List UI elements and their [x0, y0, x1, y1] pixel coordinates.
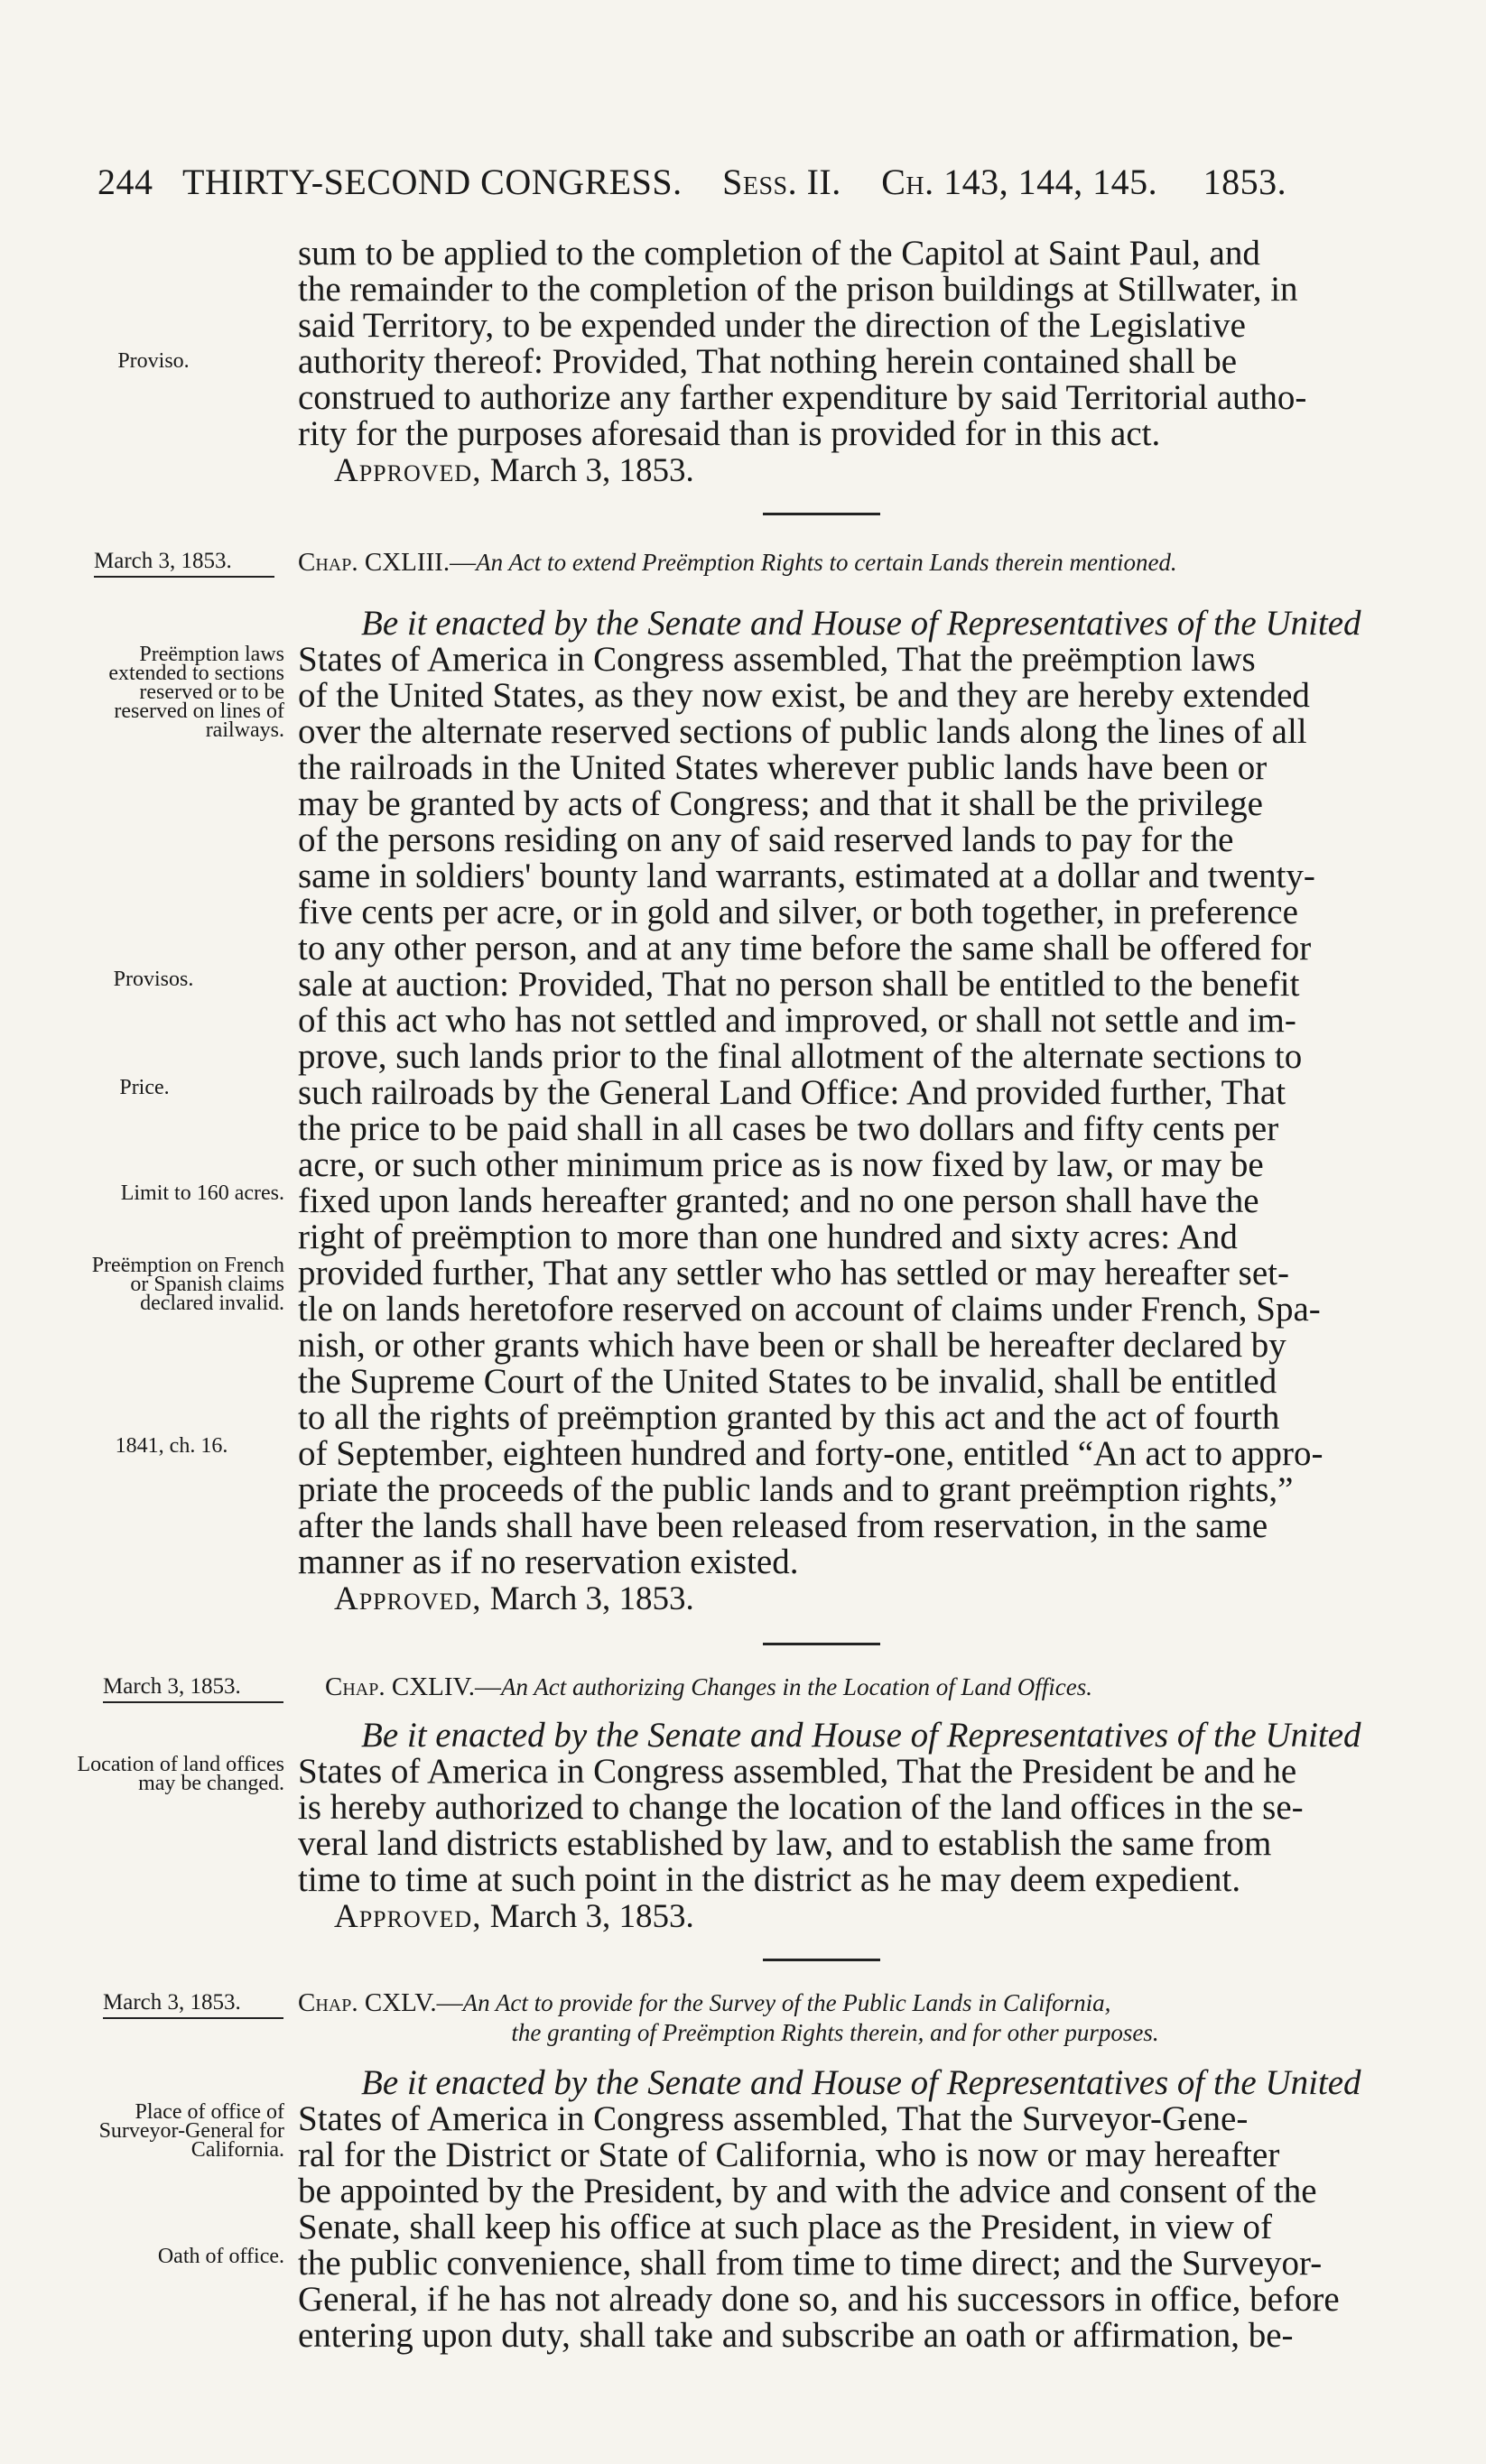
body-line: entering upon duty, shall take and subscribe an oath or affirmation, be- — [298, 2316, 1294, 2355]
body-line: States of America in Congress assembled, That the preëmption laws — [298, 640, 1256, 679]
body-line: same in soldiers' bounty land warrants, estimated at a dollar and twenty- — [298, 857, 1315, 895]
approved-date: March 3, 1853. — [489, 1898, 694, 1935]
chapter-heading — [298, 1988, 1372, 2018]
body-line: the railroads in the United States wherever public lands have been or — [298, 748, 1268, 787]
margin-note-price: Price. — [119, 1076, 170, 1099]
chapter-heading — [298, 548, 1372, 578]
body-line: of September, eighteen hundred and forty-one, entitled “An act to appro- — [298, 1434, 1323, 1473]
body-line: right of preëmption to more than one hundred and sixty acres: And — [298, 1218, 1238, 1256]
section-divider — [763, 513, 880, 515]
body-line: prove, such lands prior to the final allotment of the alternate sections to — [298, 1037, 1303, 1076]
page-number: 244 — [98, 162, 153, 202]
approved-line — [334, 1579, 694, 1618]
approved-line — [334, 1897, 694, 1936]
section-divider — [763, 1959, 880, 1961]
body-line: time to time at such point in the district as he may deem expedient. — [298, 1860, 1241, 1899]
body-line: five cents per acre, or in gold and silver, or both together, in preference — [298, 893, 1298, 931]
chapter-date: March 3, 1853. — [103, 1990, 283, 2019]
body-line: said Territory, to be expended under the direction of the Legislative — [298, 306, 1246, 345]
body-line: authority thereof: Provided, That nothing herein contained shall be — [298, 342, 1238, 381]
body-line: Be it enacted by the Senate and House of Representatives of the United — [361, 2063, 1361, 2102]
approved-label: Approved, — [334, 452, 482, 489]
body-line: tle on lands heretofore reserved on account of claims under French, Spa- — [298, 1290, 1321, 1329]
body-line: to all the rights of preëmption granted by this act and the act of fourth — [298, 1398, 1280, 1437]
chapter-title: An Act authorizing Changes in the Location of Land Offices. — [500, 1673, 1092, 1700]
margin-note-proviso: Proviso. — [117, 349, 190, 373]
congress-title: THIRTY-SECOND CONGRESS. — [182, 162, 683, 202]
body-line: acre, or such other minimum price as is now fixed by law, or may be — [298, 1145, 1264, 1184]
body-line: manner as if no reservation existed. — [298, 1542, 799, 1581]
chapter-title: An Act to extend Preëmption Rights to certain Lands therein mentioned. — [476, 549, 1177, 576]
body-line: the Supreme Court of the United States to be invalid, shall be entitled — [298, 1362, 1277, 1401]
body-line: Be it enacted by the Senate and House of Representatives of the United — [361, 1716, 1361, 1755]
chapter-title-continued: the granting of Preëmption Rights therein, and for other purposes. — [511, 2019, 1159, 2046]
chapters-label: Ch. 143, 144, 145. — [881, 162, 1158, 202]
margin-note-act-ref: 1841, ch. 16. — [115, 1434, 228, 1458]
body-line: the public convenience, shall from time to time direct; and the Surveyor- — [298, 2244, 1323, 2283]
body-line: may be granted by acts of Congress; and that it shall be the privilege — [298, 784, 1263, 823]
body-line: ral for the District or State of California, who is now or may hereafter — [298, 2135, 1280, 2174]
body-line: veral land districts established by law, and to establish the same from — [298, 1824, 1272, 1863]
body-line: over the alternate reserved sections of public lands along the lines of all — [298, 712, 1307, 751]
approved-date: March 3, 1853. — [489, 452, 694, 489]
margin-note-provisos: Provisos. — [113, 968, 194, 991]
chapter-number: Chap. CXLIV.— — [325, 1672, 501, 1701]
chapter-number: Chap. CXLIII.— — [298, 548, 477, 577]
body-line: of this act who has not settled and improved, or shall not settle and im- — [298, 1001, 1296, 1040]
body-line: General, if he has not already done so, and his successors in office, before — [298, 2280, 1340, 2319]
margin-note-limit: Limit to 160 acres. — [120, 1181, 284, 1205]
page-header — [98, 161, 1379, 203]
chapter-date: March 3, 1853. — [103, 1674, 283, 1703]
body-line: of the United States, as they now exist, be and they are hereby extended — [298, 676, 1310, 715]
header-year: 1853. — [1203, 162, 1287, 202]
body-line: the remainder to the completion of the prison buildings at Stillwater, in — [298, 270, 1298, 309]
body-line: be appointed by the President, by and with the advice and consent of the — [298, 2172, 1317, 2210]
margin-note-place-of-office: Place of office of Surveyor-General for California. — [98, 2100, 284, 2162]
body-line: the price to be paid shall in all cases be two dollars and fifty cents per — [298, 1109, 1279, 1148]
body-line: Be it enacted by the Senate and House of Representatives of the United — [361, 604, 1361, 643]
chapter-heading — [325, 1672, 1399, 1702]
body-line: after the lands shall have been released from reservation, in the same — [298, 1506, 1268, 1545]
body-line: Senate, shall keep his office at such place as the President, in view of — [298, 2208, 1273, 2246]
approved-line — [334, 451, 694, 490]
chapter-number: Chap. CXLV.— — [298, 1988, 463, 2017]
margin-note-preemption-laws: Preëmption laws extended to sections reserved or to be reserved on lines of railways. — [108, 643, 284, 742]
body-line: is hereby authorized to change the location of the land offices in the se- — [298, 1788, 1304, 1827]
body-line: States of America in Congress assembled, That the Surveyor-Gene- — [298, 2099, 1249, 2138]
body-line: of the persons residing on any of said reserved lands to pay for the — [298, 820, 1234, 859]
body-line: priate the proceeds of the public lands and to grant preëmption rights,” — [298, 1470, 1294, 1509]
body-line: nish, or other grants which have been or shall be hereafter declared by — [298, 1326, 1286, 1365]
body-line: rity for the purposes aforesaid than is provided for in this act. — [298, 414, 1161, 453]
body-line: States of America in Congress assembled, That the President be and he — [298, 1752, 1297, 1791]
approved-label: Approved, — [334, 1580, 482, 1617]
body-line: sale at auction: Provided, That no person shall be entitled to the benefit — [298, 965, 1300, 1004]
approved-date: March 3, 1853. — [489, 1580, 694, 1617]
chapter-date: March 3, 1853. — [94, 549, 274, 578]
margin-note-location: Location of land offices may be changed. — [77, 1753, 284, 1795]
body-line: fixed upon lands hereafter granted; and no one person shall have the — [298, 1181, 1259, 1220]
margin-note-oath: Oath of office. — [157, 2245, 284, 2268]
approved-label: Approved, — [334, 1898, 482, 1935]
chapter-title: An Act to provide for the Survey of the Public Lands in California, — [462, 1989, 1111, 2016]
body-line: to any other person, and at any time before the same shall be offered for — [298, 929, 1312, 968]
margin-note-french-spanish: Preëmption on French or Spanish claims declared invalid. — [91, 1254, 284, 1315]
body-line: sum to be applied to the completion of the Capitol at Saint Paul, and — [298, 234, 1260, 273]
section-divider — [763, 1643, 880, 1645]
body-line: construed to authorize any farther expenditure by said Territorial autho- — [298, 378, 1307, 417]
body-line: provided further, That any settler who has settled or may hereafter set- — [298, 1254, 1289, 1292]
session-label: Sess. II. — [722, 162, 841, 202]
body-line: such railroads by the General Land Office: And provided further, That — [298, 1073, 1286, 1112]
